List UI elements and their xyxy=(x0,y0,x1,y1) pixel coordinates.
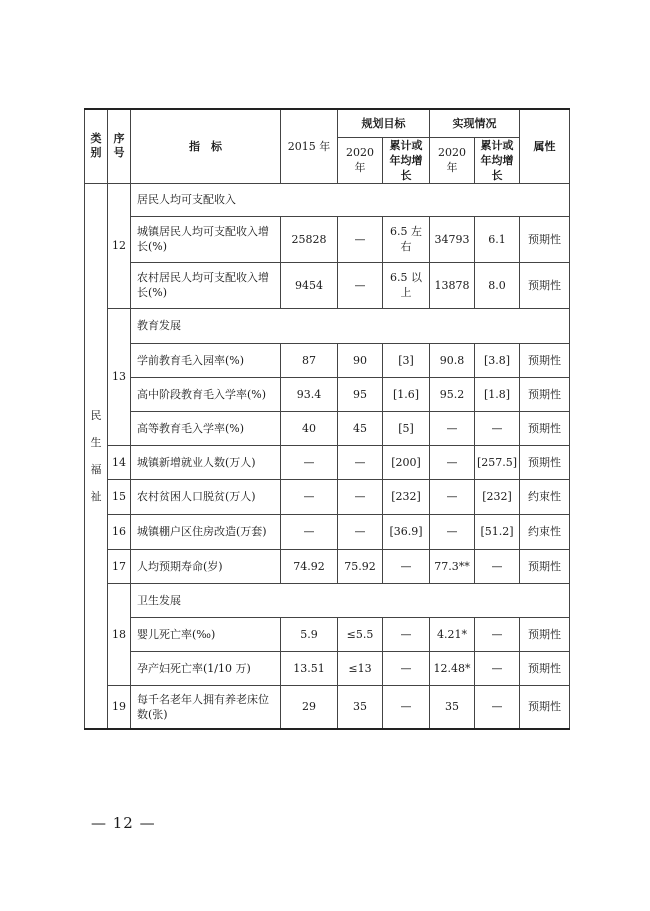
table-row xyxy=(85,617,570,651)
planned-cum: [36.9] xyxy=(383,514,430,549)
planned-2020: — xyxy=(338,445,383,479)
planned-2020: 35 xyxy=(338,685,383,729)
planned-cum: — xyxy=(383,549,430,583)
header-planned-group: 规划目标 xyxy=(338,109,430,137)
table-row xyxy=(85,514,570,549)
actual-2020: — xyxy=(430,445,475,479)
planned-cum: 6.5 左右 xyxy=(383,216,430,262)
attribute: 预期性 xyxy=(520,685,570,729)
actual-2020: 35 xyxy=(430,685,475,729)
section-title: 教育发展 xyxy=(131,308,570,343)
category-cell xyxy=(85,183,108,729)
serial-cell: 16 xyxy=(108,514,131,549)
indicator-name: 人均预期寿命(岁) xyxy=(131,549,281,583)
indicator-name: 城镇新增就业人数(万人) xyxy=(131,445,281,479)
value-2015: — xyxy=(281,445,338,479)
attribute: 预期性 xyxy=(520,549,570,583)
value-2015: 29 xyxy=(281,685,338,729)
category-label: 民生福祉 xyxy=(90,408,102,503)
planned-2020: ≤13 xyxy=(338,651,383,685)
value-2015: 93.4 xyxy=(281,377,338,411)
section-title: 卫生发展 xyxy=(131,583,570,617)
actual-cum: [3.8] xyxy=(475,343,520,377)
indicator-name: 高中阶段教育毛入学率(%) xyxy=(131,377,281,411)
value-2015: 40 xyxy=(281,411,338,445)
actual-2020: 34793 xyxy=(430,216,475,262)
section-title: 居民人均可支配收入 xyxy=(131,183,570,216)
attribute: 预期性 xyxy=(520,262,570,308)
value-2015: 9454 xyxy=(281,262,338,308)
attribute: 约束性 xyxy=(520,514,570,549)
serial-cell: 12 xyxy=(108,183,131,308)
section-row-health xyxy=(85,583,570,617)
header-serial: 序号 xyxy=(108,109,131,183)
header-planned-cum: 累计或年均增长 xyxy=(383,137,430,183)
actual-2020: — xyxy=(430,514,475,549)
actual-cum: [232] xyxy=(475,479,520,514)
header-indicator: 指 标 xyxy=(131,109,281,183)
attribute: 预期性 xyxy=(520,216,570,262)
actual-2020: 13878 xyxy=(430,262,475,308)
header-actual-cum: 累计或年均增长 xyxy=(475,137,520,183)
actual-cum: [51.2] xyxy=(475,514,520,549)
indicator-name: 城镇居民人均可支配收入增长(%) xyxy=(131,216,281,262)
indicator-name: 每千名老年人拥有养老床位数(张) xyxy=(131,685,281,729)
planned-2020: 45 xyxy=(338,411,383,445)
indicator-name: 城镇棚户区住房改造(万套) xyxy=(131,514,281,549)
serial-cell: 13 xyxy=(108,308,131,445)
planned-2020: — xyxy=(338,262,383,308)
actual-2020: 95.2 xyxy=(430,377,475,411)
actual-2020: 4.21* xyxy=(430,617,475,651)
actual-cum: — xyxy=(475,411,520,445)
planned-2020: ≤5.5 xyxy=(338,617,383,651)
attribute: 预期性 xyxy=(520,617,570,651)
attribute: 预期性 xyxy=(520,377,570,411)
actual-cum: [1.8] xyxy=(475,377,520,411)
header-actual-2020: 2020 年 xyxy=(430,137,475,183)
table-row xyxy=(85,445,570,479)
planned-2020: 95 xyxy=(338,377,383,411)
header-attribute: 属性 xyxy=(520,109,570,183)
table-row xyxy=(85,216,570,262)
actual-2020: — xyxy=(430,479,475,514)
planned-cum: [5] xyxy=(383,411,430,445)
section-row-education xyxy=(85,308,570,343)
actual-2020: 12.48* xyxy=(430,651,475,685)
value-2015: 74.92 xyxy=(281,549,338,583)
table-row xyxy=(85,479,570,514)
serial-cell: 15 xyxy=(108,479,131,514)
value-2015: 5.9 xyxy=(281,617,338,651)
header-row-1 xyxy=(85,109,570,137)
planned-2020: 75.92 xyxy=(338,549,383,583)
actual-cum: — xyxy=(475,651,520,685)
planned-cum: [232] xyxy=(383,479,430,514)
indicator-name: 孕产妇死亡率(1/10 万) xyxy=(131,651,281,685)
table-row xyxy=(85,685,570,729)
attribute: 预期性 xyxy=(520,343,570,377)
actual-cum: 8.0 xyxy=(475,262,520,308)
value-2015: — xyxy=(281,479,338,514)
table-row xyxy=(85,651,570,685)
attribute: 预期性 xyxy=(520,651,570,685)
attribute: 预期性 xyxy=(520,445,570,479)
serial-cell: 17 xyxy=(108,549,131,583)
attribute: 约束性 xyxy=(520,479,570,514)
actual-cum: 6.1 xyxy=(475,216,520,262)
attribute: 预期性 xyxy=(520,411,570,445)
indicator-name: 婴儿死亡率(‰) xyxy=(131,617,281,651)
planned-cum: — xyxy=(383,651,430,685)
actual-2020: 90.8 xyxy=(430,343,475,377)
indicator-name: 农村贫困人口脱贫(万人) xyxy=(131,479,281,514)
planned-2020: 90 xyxy=(338,343,383,377)
header-category: 类别 xyxy=(85,109,108,183)
actual-cum: — xyxy=(475,549,520,583)
page-number: — 12 — xyxy=(91,814,156,832)
indicator-name: 学前教育毛入园率(%) xyxy=(131,343,281,377)
planned-cum: [200] xyxy=(383,445,430,479)
indicator-table xyxy=(84,108,570,730)
planned-2020: — xyxy=(338,514,383,549)
header-base-year: 2015 年 xyxy=(281,109,338,183)
planned-cum: — xyxy=(383,685,430,729)
value-2015: — xyxy=(281,514,338,549)
serial-cell: 19 xyxy=(108,685,131,729)
header-planned-2020: 2020 年 xyxy=(338,137,383,183)
serial-cell: 14 xyxy=(108,445,131,479)
planned-cum: [3] xyxy=(383,343,430,377)
value-2015: 87 xyxy=(281,343,338,377)
planned-2020: — xyxy=(338,216,383,262)
value-2015: 25828 xyxy=(281,216,338,262)
table-row xyxy=(85,262,570,308)
actual-2020: 77.3** xyxy=(430,549,475,583)
table-row xyxy=(85,549,570,583)
table-row xyxy=(85,343,570,377)
table-row xyxy=(85,377,570,411)
planned-cum: 6.5 以上 xyxy=(383,262,430,308)
indicator-name: 农村居民人均可支配收入增长(%) xyxy=(131,262,281,308)
actual-cum: — xyxy=(475,617,520,651)
planned-2020: — xyxy=(338,479,383,514)
planned-cum: [1.6] xyxy=(383,377,430,411)
serial-cell: 18 xyxy=(108,583,131,685)
actual-cum: [257.5] xyxy=(475,445,520,479)
indicator-name: 高等教育毛入学率(%) xyxy=(131,411,281,445)
value-2015: 13.51 xyxy=(281,651,338,685)
section-row-income xyxy=(85,183,570,216)
actual-2020: — xyxy=(430,411,475,445)
table-row xyxy=(85,411,570,445)
header-actual-group: 实现情况 xyxy=(430,109,520,137)
actual-cum: — xyxy=(475,685,520,729)
planned-cum: — xyxy=(383,617,430,651)
